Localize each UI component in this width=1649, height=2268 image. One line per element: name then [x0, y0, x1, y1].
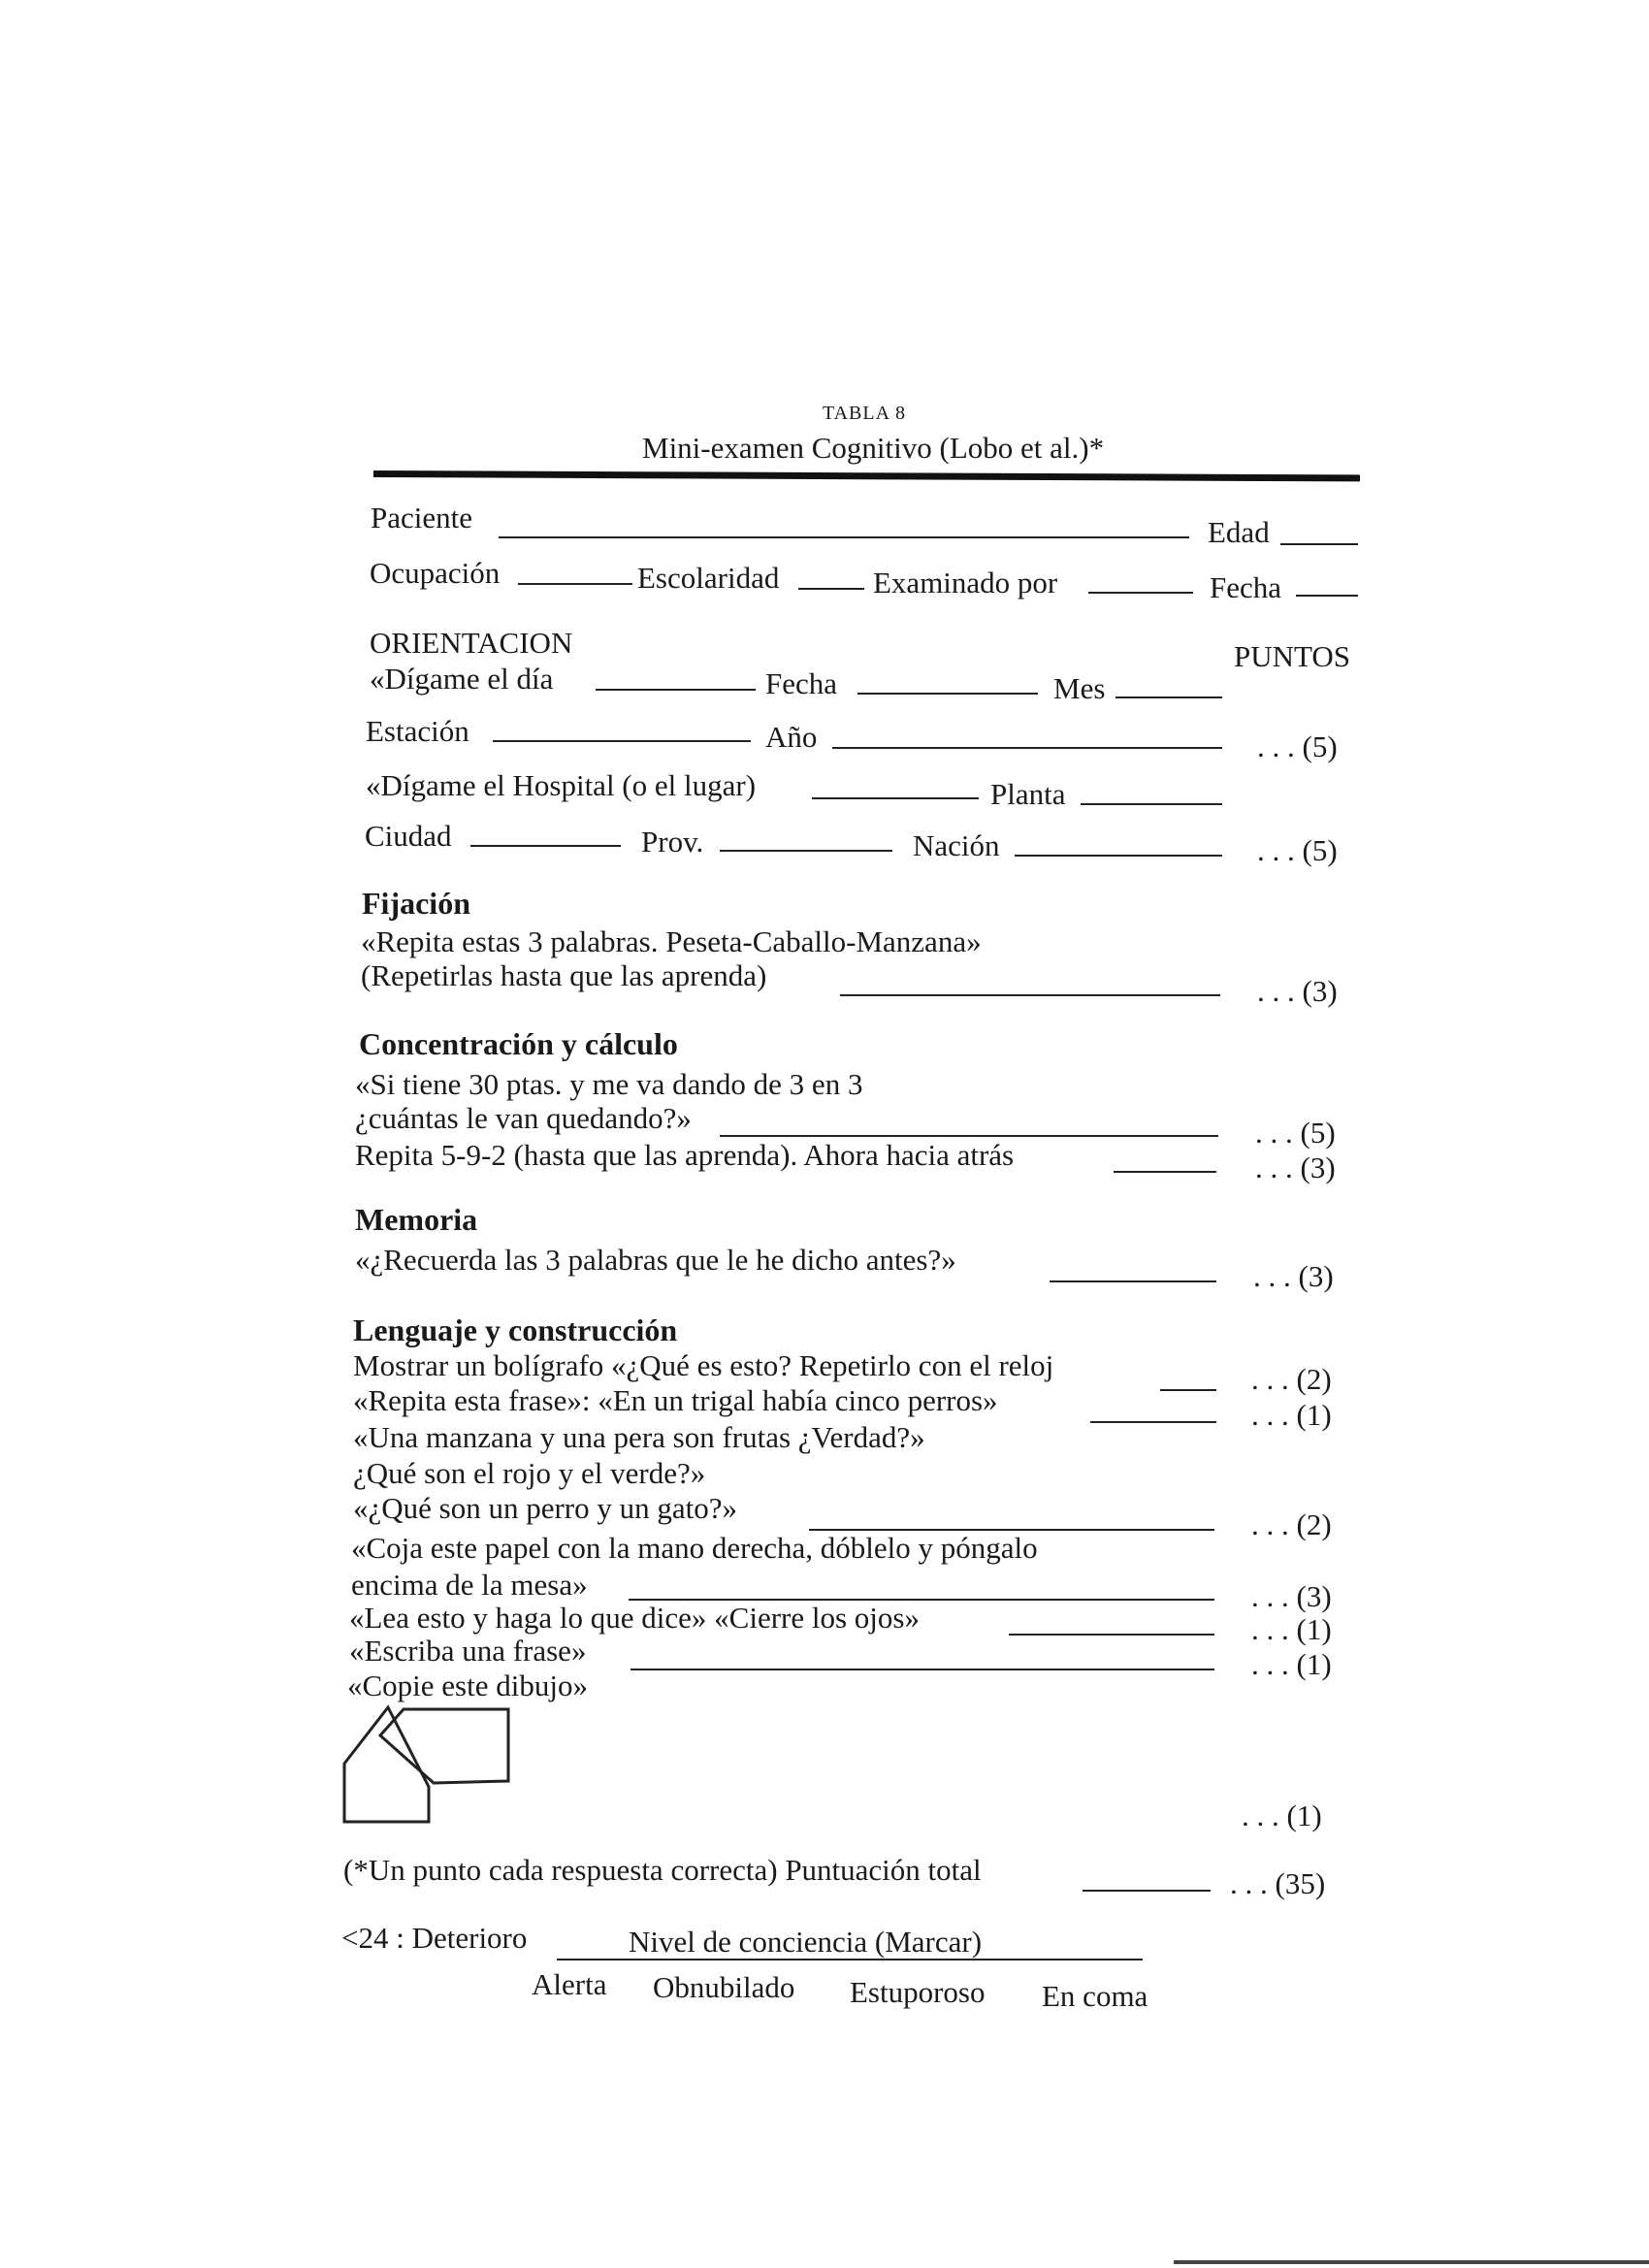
year-label: Año — [765, 720, 818, 754]
time-orientation-points: . . . (5) — [1257, 729, 1338, 763]
province-label: Prov. — [641, 825, 704, 859]
memory-field[interactable] — [1050, 1280, 1216, 1282]
city-field[interactable] — [470, 845, 621, 847]
table-label: TABLA 8 — [823, 403, 906, 424]
age-field[interactable] — [1280, 543, 1358, 545]
points-header: PUNTOS — [1234, 639, 1351, 673]
repeat-field[interactable] — [1090, 1421, 1216, 1423]
day-field[interactable] — [596, 689, 756, 691]
language-line6: «Coja este papel con la mano derecha, dóblelo y póngalo — [351, 1531, 1038, 1565]
language-line1: Mostrar un bolígrafo «¿Qué es esto? Repetirlo con el reloj — [353, 1348, 1054, 1382]
language-line3: «Una manzana y una pera son frutas ¿Verdad?» — [353, 1420, 925, 1454]
date-field[interactable] — [1296, 595, 1358, 597]
concentration-line2: ¿cuántas le van quedando?» — [355, 1101, 692, 1135]
pen-points: . . . (2) — [1251, 1362, 1332, 1396]
language-line9: «Escriba una frase» — [349, 1634, 587, 1668]
orientation-date-field[interactable] — [857, 693, 1038, 695]
language-heading: Lenguaje y construcción — [353, 1312, 678, 1347]
schooling-field[interactable] — [798, 588, 864, 590]
language-line7: encima de la mesa» — [351, 1568, 588, 1602]
concentration-field[interactable] — [720, 1135, 1218, 1137]
fixation-line2: (Repetirlas hasta que las aprenda) — [361, 958, 767, 992]
total-points: . . . (35) — [1230, 1866, 1326, 1900]
nation-label: Nación — [913, 828, 1000, 862]
place-orientation-points: . . . (5) — [1257, 833, 1338, 867]
occupation-label: Ocupación — [370, 556, 501, 590]
date-label: Fecha — [1210, 570, 1282, 604]
option-obnubilated[interactable]: Obnubilado — [653, 1970, 795, 2004]
memory-points: . . . (3) — [1253, 1259, 1334, 1293]
fixation-field[interactable] — [840, 994, 1220, 996]
memory-heading: Memoria — [355, 1202, 478, 1237]
repeat-points: . . . (1) — [1251, 1398, 1332, 1432]
schooling-label: Escolaridad — [637, 561, 780, 595]
day-label: «Dígame el día — [370, 662, 554, 696]
concentration-points: . . . (5) — [1255, 1116, 1336, 1150]
consciousness-label: Nivel de conciencia (Marcar) — [629, 1925, 983, 1959]
nation-field[interactable] — [1015, 855, 1222, 857]
floor-label: Planta — [990, 777, 1066, 811]
examiner-label: Examinado por — [873, 566, 1058, 599]
language-line5: «¿Qué son un perro y un gato?» — [353, 1491, 738, 1525]
language-line10: «Copie este dibujo» — [347, 1669, 588, 1702]
write-field[interactable] — [630, 1669, 1214, 1670]
patient-field[interactable] — [499, 536, 1189, 538]
patient-label: Paciente — [371, 501, 473, 535]
occupation-field[interactable] — [518, 583, 632, 585]
read-points: . . . (1) — [1251, 1612, 1332, 1646]
fixation-heading: Fijación — [362, 886, 470, 921]
month-label: Mes — [1053, 671, 1106, 705]
language-line4: ¿Qué son el rojo y el verde?» — [353, 1456, 706, 1490]
pen-field[interactable] — [1160, 1389, 1216, 1391]
age-label: Edad — [1208, 515, 1270, 549]
title-rule — [373, 470, 1360, 481]
write-points: . . . (1) — [1251, 1647, 1332, 1681]
similarities-points: . . . (2) — [1251, 1507, 1332, 1541]
total-score-field[interactable] — [1083, 1890, 1211, 1892]
orientation-date-label: Fecha — [765, 666, 838, 700]
scan-edge-mark — [1174, 2260, 1649, 2264]
memory-line1: «¿Recuerda las 3 palabras que le he dicho antes?» — [355, 1243, 956, 1277]
read-field[interactable] — [1009, 1634, 1214, 1636]
year-field[interactable] — [832, 747, 1222, 749]
concentration-heading: Concentración y cálculo — [359, 1026, 678, 1061]
overlapping-pentagons-drawing — [340, 1703, 516, 1825]
consciousness-rule — [557, 1959, 1143, 1960]
drawing-points: . . . (1) — [1242, 1798, 1322, 1832]
paper-points: . . . (3) — [1251, 1579, 1332, 1613]
concentration-line3: Repita 5-9-2 (hasta que las aprenda). Ahora hacia atrás — [355, 1138, 1015, 1172]
backwards-points: . . . (3) — [1255, 1150, 1336, 1184]
language-line8: «Lea esto y haga lo que dice» «Cierre los ojos» — [349, 1601, 920, 1635]
backwards-field[interactable] — [1114, 1171, 1216, 1173]
option-alert[interactable]: Alerta — [532, 1967, 607, 2001]
language-line2: «Repita esta frase»: «En un trigal había cinco perros» — [353, 1383, 998, 1417]
deterioration-threshold: <24 : Deterioro — [341, 1921, 528, 1955]
fixation-line1: «Repita estas 3 palabras. Peseta-Caballo-Manzana» — [361, 924, 982, 958]
hospital-field[interactable] — [812, 797, 979, 799]
concentration-line1: «Si tiene 30 ptas. y me va dando de 3 en 3 — [355, 1067, 863, 1101]
option-stuporous[interactable]: Estuporoso — [850, 1975, 986, 2009]
orientation-heading: ORIENTACION — [370, 626, 573, 660]
option-coma[interactable]: En coma — [1042, 1979, 1148, 2013]
page-title: Mini-examen Cognitivo (Lobo et al.)* — [642, 431, 1105, 465]
right-pentagon — [380, 1709, 508, 1783]
scoring-note: (*Un punto cada respuesta correcta) Puntuación total — [343, 1853, 982, 1887]
examiner-field[interactable] — [1088, 592, 1193, 594]
season-label: Estación — [366, 714, 469, 748]
floor-field[interactable] — [1081, 803, 1222, 805]
month-field[interactable] — [1116, 697, 1222, 698]
city-label: Ciudad — [365, 819, 452, 853]
left-pentagon — [344, 1707, 429, 1822]
season-field[interactable] — [493, 740, 751, 742]
province-field[interactable] — [720, 850, 892, 852]
hospital-label: «Dígame el Hospital (o el lugar) — [366, 768, 757, 802]
fixation-points: . . . (3) — [1257, 974, 1338, 1008]
